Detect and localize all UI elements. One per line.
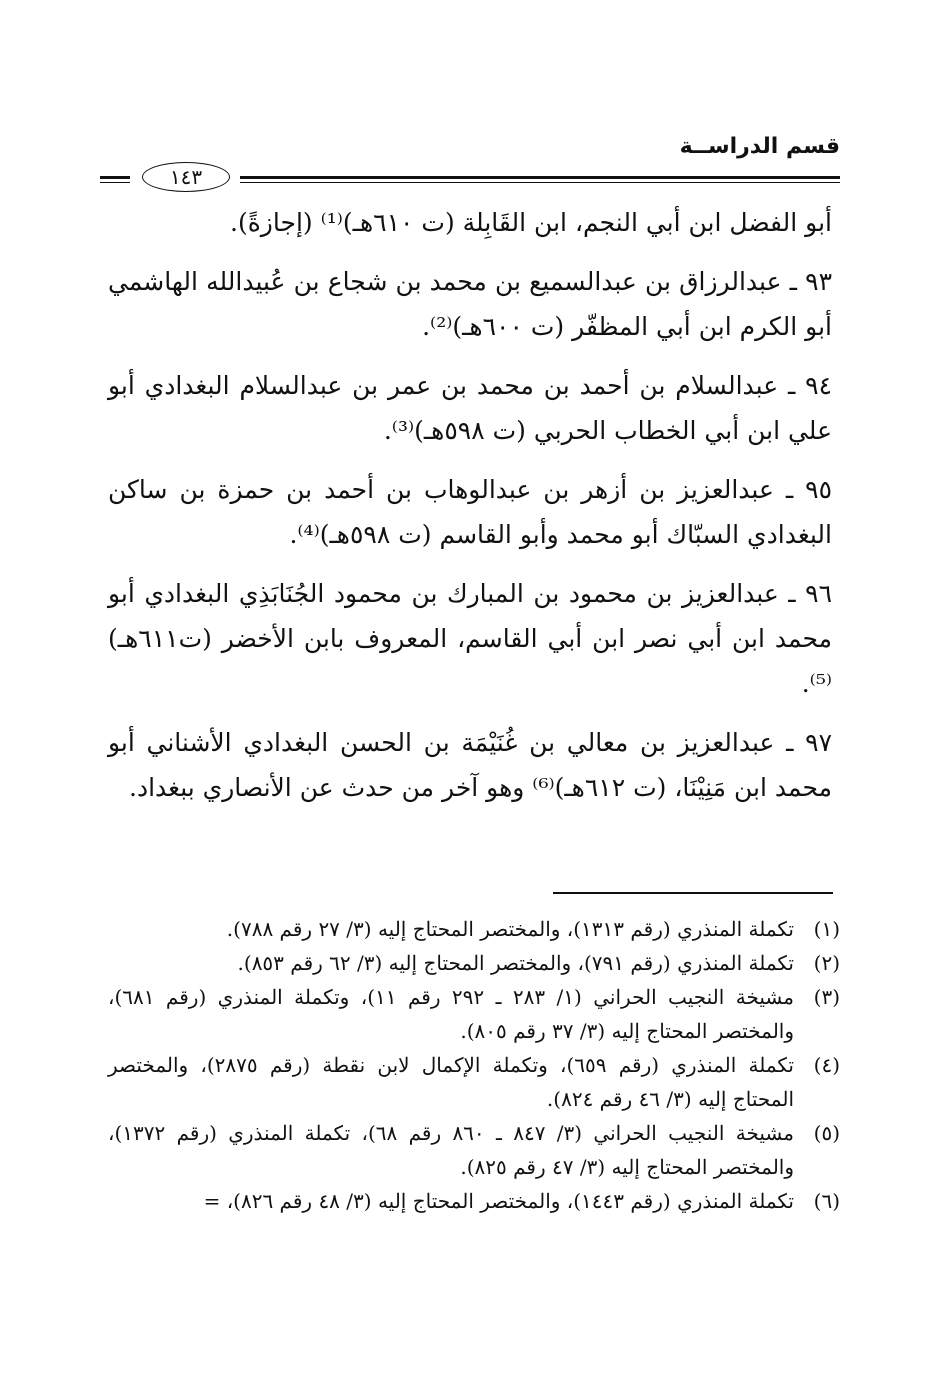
paragraph: أبو الفضل ابن أبي النجم، ابن القَابِلة (ت ٦١٠هـ)⁽¹⁾ (إجازةً). <box>230 208 832 237</box>
footnote-number: (٢) <box>813 951 840 975</box>
footnote-separator <box>553 892 833 894</box>
entry-93: ٩٣ ـ عبدالرزاق بن عبدالسميع بن محمد بن شجاع بن عُبيدالله الهاشمي أبو الكرم ابن أبي المظفّر (ت ٦٠٠هـ)⁽²⁾. <box>108 267 832 341</box>
page-header <box>100 130 840 190</box>
footnote-number: (٥) <box>813 1121 840 1145</box>
entry-96: ٩٦ ـ عبدالعزيز بن محمود بن المبارك بن محمود الجُنَابَذِي البغدادي أبو محمد ابن أبي نصر ابن أبي القاسم، المعروف بابن الأخضر (ت٦١١هـ)⁽⁵⁾. <box>108 579 832 698</box>
main-text <box>108 200 832 810</box>
footnote-4 <box>108 1048 840 1116</box>
footnote-text: مشيخة النجيب الحراني (٣/ ٨٤٧ ـ ٨٦٠ رقم ٦٨)، تكملة المنذري (رقم ١٣٧٢)، والمختصر المحتاج إليه (٣/ ٤٧ رقم ٨٢٥). <box>108 1121 794 1179</box>
footnote-number: (٤) <box>813 1053 840 1077</box>
footnote-text: تكملة المنذري (رقم ٧٩١)، والمختصر المحتاج إليه (٣/ ٦٢ رقم ٨٥٣). <box>237 951 794 975</box>
footnotes <box>108 912 840 1218</box>
header-rule-left <box>100 176 130 179</box>
footnote-number: (٦) <box>813 1189 840 1213</box>
footnote-6 <box>108 1184 840 1218</box>
footnote-text: تكملة المنذري (رقم ١٣١٣)، والمختصر المحتاج إليه (٣/ ٢٧ رقم ٧٨٨). <box>226 917 794 941</box>
header-rule <box>240 176 840 179</box>
footnote-text: مشيخة النجيب الحراني (١/ ٢٨٣ ـ ٢٩٢ رقم ١١)، وتكملة المنذري (رقم ٦٨١)، والمختصر المحتاج إليه (٣/ ٣٧ رقم ٨٠٥). <box>108 985 794 1043</box>
footnote-3 <box>108 980 840 1048</box>
entry-97: ٩٧ ـ عبدالعزيز بن معالي بن غُنَيْمَة بن الحسن البغدادي الأشناني أبو محمد ابن مَنِيْنَا، (ت ٦١٢هـ)⁽⁶⁾ وهو آخر من حدث عن الأنصاري ببغداد. <box>108 728 832 802</box>
footnote-text: تكملة المنذري (رقم ١٤٤٣)، والمختصر المحتاج إليه (٣/ ٤٨ رقم ٨٢٦)، = <box>203 1189 794 1213</box>
footnote-5 <box>108 1116 840 1184</box>
footnote-1 <box>108 912 840 946</box>
footnote-number: (٣) <box>813 985 840 1009</box>
header-rule-thin <box>240 182 840 183</box>
entry-95: ٩٥ ـ عبدالعزيز بن أزهر بن عبدالوهاب بن أحمد بن حمزة بن ساكن البغدادي السبّاك أبو محمد وأبو القاسم (ت ٥٩٨هـ)⁽⁴⁾. <box>108 475 832 549</box>
footnote-2 <box>108 946 840 980</box>
page-number: ١٤٣ <box>142 162 230 192</box>
footnote-text: تكملة المنذري (رقم ٦٥٩)، وتكملة الإكمال لابن نقطة (رقم ٢٨٧٥)، والمختصر المحتاج إليه (٣/ ٤٦ رقم ٨٢٤). <box>108 1053 795 1111</box>
section-title: قسم الدراســة <box>679 134 840 159</box>
footnote-number: (١) <box>813 917 840 941</box>
entry-94: ٩٤ ـ عبدالسلام بن أحمد بن محمد بن عمر بن عبدالسلام البغدادي أبو علي ابن أبي الخطاب الحربي (ت ٥٩٨هـ)⁽³⁾. <box>108 371 832 445</box>
header-rule-left-thin <box>100 182 130 183</box>
